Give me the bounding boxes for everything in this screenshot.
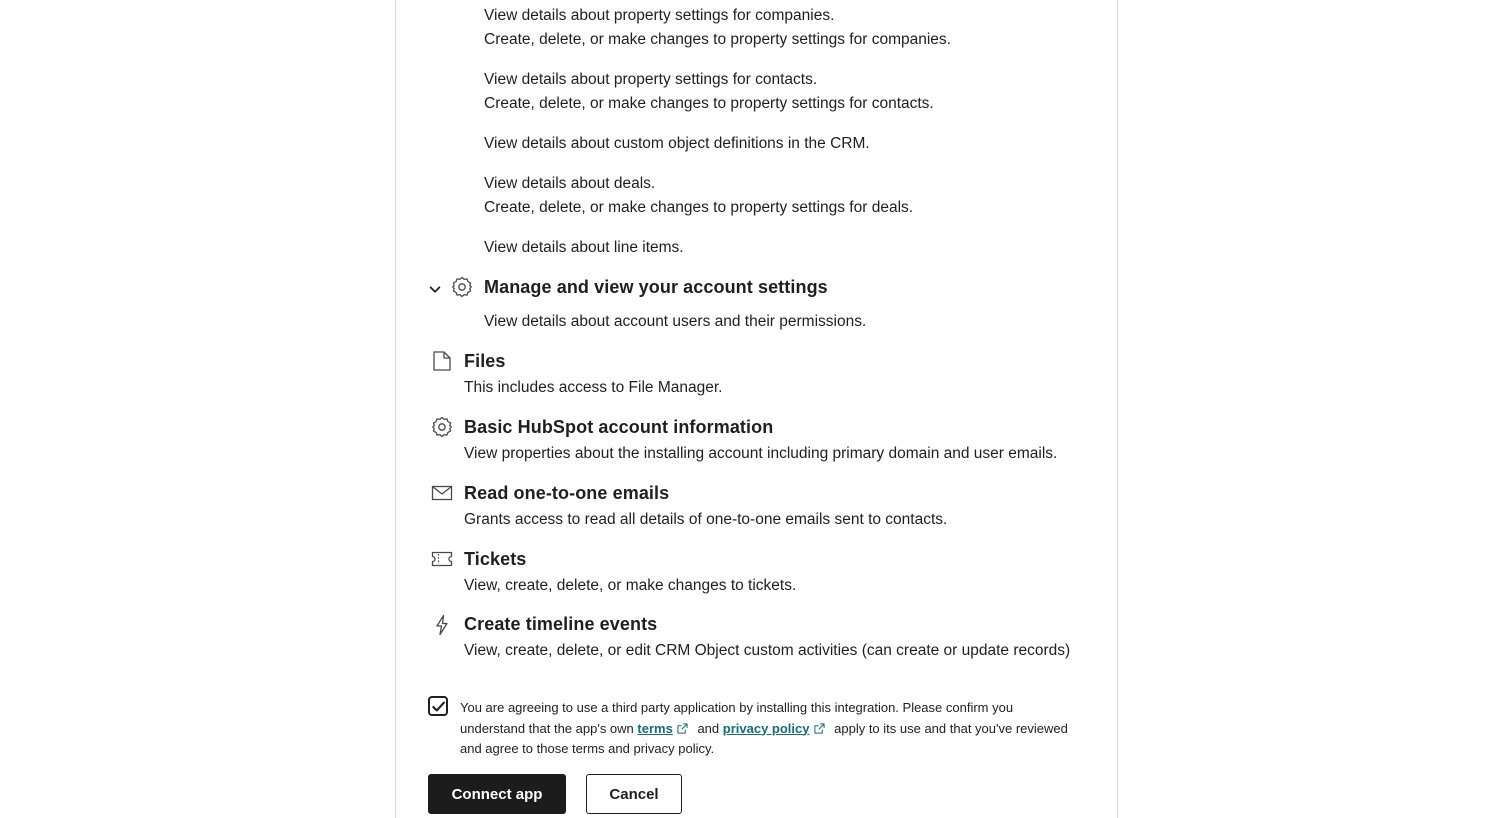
scope-description: View, create, delete, or edit CRM Object custom activities (can create or update records) <box>464 642 1071 659</box>
external-link-icon <box>677 723 688 734</box>
consent-text <box>460 698 1080 760</box>
scope-description: Grants access to read all details of one-to-one emails sent to contacts. <box>464 511 948 528</box>
scope-title: Files <box>464 351 506 371</box>
privacy-link-label: privacy policy <box>722 720 810 736</box>
consent-and: and <box>697 720 720 736</box>
account-settings-title: Manage and view your account settings <box>484 277 828 297</box>
crm-detail-line: View details about property settings for companies. <box>484 7 835 24</box>
connect-app-button[interactable]: Connect app <box>428 774 566 814</box>
consent-text-part: apply to its use and that you've reviewed and agree to those terms and privacy policy. <box>460 720 1068 756</box>
cancel-button[interactable]: Cancel <box>586 774 682 814</box>
scope-description: View, create, delete, or make changes to tickets. <box>464 577 797 594</box>
crm-detail-line: Create, delete, or make changes to property settings for deals. <box>484 199 914 216</box>
envelope-icon <box>431 482 453 504</box>
consent-text-part: You are agreeing to use a third party application by installing this integration. Please confirm you understand that the app's own <box>460 700 1014 736</box>
chevron-down-icon[interactable] <box>424 278 444 298</box>
crm-detail-line: View details about line items. <box>484 239 684 256</box>
install-permissions-panel <box>395 0 1118 818</box>
checkmark-icon <box>431 699 446 714</box>
lightning-icon <box>431 614 453 636</box>
scope-description: View properties about the installing account including primary domain and user emails. <box>464 445 1058 462</box>
gear-icon <box>431 416 453 438</box>
scope-title: Tickets <box>464 549 527 569</box>
terms-link-label: terms <box>637 720 673 736</box>
crm-detail-line: View details about property settings for contacts. <box>484 71 818 88</box>
file-icon <box>431 350 453 372</box>
privacy-policy-link[interactable] <box>723 721 810 736</box>
account-settings-detail: View details about account users and their permissions. <box>484 313 867 330</box>
scope-title: Basic HubSpot account information <box>464 417 774 437</box>
gear-icon <box>451 276 473 298</box>
scope-title: Read one-to-one emails <box>464 483 670 503</box>
scope-description: This includes access to File Manager. <box>464 379 723 396</box>
external-link-icon <box>814 723 825 734</box>
consent-checkbox[interactable] <box>428 696 448 716</box>
crm-detail-line: View details about deals. <box>484 175 656 192</box>
crm-detail-line: Create, delete, or make changes to property settings for contacts. <box>484 95 934 112</box>
scope-title: Create timeline events <box>464 614 658 634</box>
terms-link[interactable] <box>637 721 672 736</box>
ticket-icon <box>431 548 453 570</box>
crm-detail-line: Create, delete, or make changes to property settings for companies. <box>484 31 951 48</box>
crm-detail-line: View details about custom object definitions in the CRM. <box>484 135 870 152</box>
